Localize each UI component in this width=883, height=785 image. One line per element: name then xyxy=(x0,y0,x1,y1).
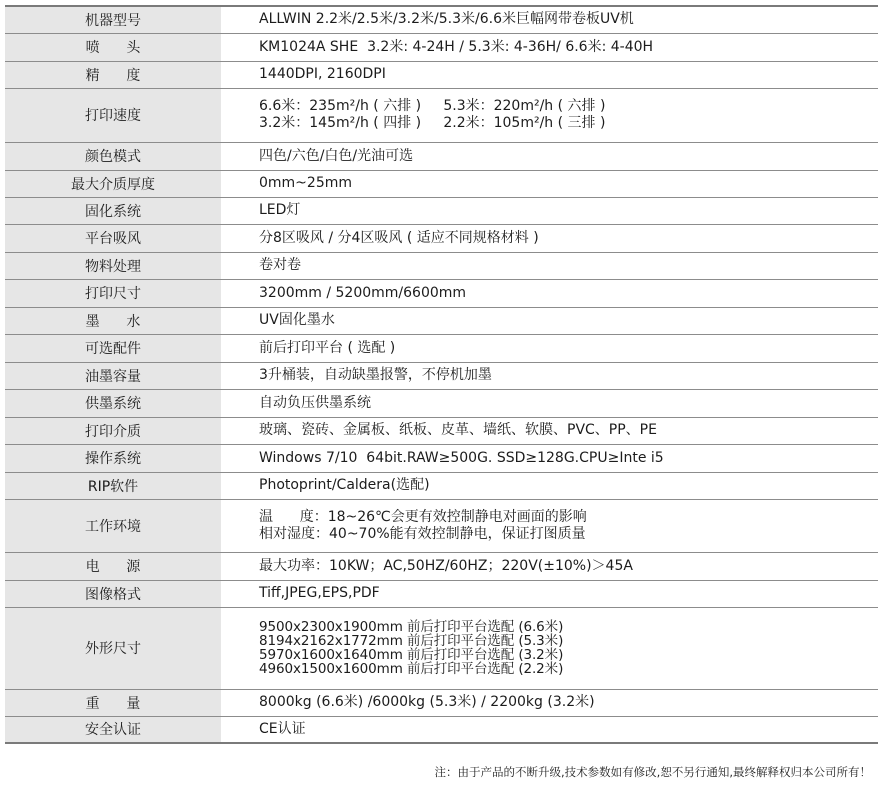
spec-value xyxy=(221,6,878,33)
spec-value xyxy=(221,170,878,197)
spec-value-line: UV固化墨水 xyxy=(259,312,335,328)
spec-label: 喷 头 xyxy=(5,33,221,61)
spec-value xyxy=(221,607,878,689)
spec-value-line: LED灯 xyxy=(259,202,301,218)
spec-label: 最大介质厚度 xyxy=(5,170,221,197)
spec-value xyxy=(221,224,878,252)
spec-value-line: 卷对卷 xyxy=(259,257,301,273)
spec-table xyxy=(5,5,878,744)
spec-value xyxy=(221,417,878,444)
spec-value-line: 4960x1500x1600mm 前后打印平台选配 (2.2米) xyxy=(259,661,564,677)
spec-row xyxy=(5,334,878,362)
spec-row xyxy=(5,689,878,716)
spec-label: 物料处理 xyxy=(5,252,221,279)
spec-label: 电 源 xyxy=(5,552,221,580)
spec-value-line: 四色/六色/白色/光油可选 xyxy=(259,147,414,164)
spec-value-line: 5970x1600x1640mm 前后打印平台选配 (3.2米) xyxy=(259,647,564,663)
spec-row xyxy=(5,552,878,580)
spec-row xyxy=(5,417,878,444)
spec-label: 可选配件 xyxy=(5,334,221,362)
spec-value-line: 3.2米：145m²/h ( 四排 ) 2.2米：105m²/h ( 三排 ) xyxy=(259,115,606,131)
spec-value-line: Windows 7/10 64bit.RAW≥500G. SSD≥128G.CPU≥Inte i5 xyxy=(259,449,664,466)
spec-label: 机器型号 xyxy=(5,6,221,33)
spec-value xyxy=(221,307,878,334)
spec-row xyxy=(5,307,878,334)
spec-value-line: 相对湿度：40~70%能有效控制静电，保证打图质量 xyxy=(259,525,586,542)
spec-row xyxy=(5,252,878,279)
spec-value xyxy=(221,716,878,743)
spec-row xyxy=(5,389,878,417)
spec-label: 外形尺寸 xyxy=(5,607,221,689)
spec-value xyxy=(221,61,878,88)
spec-value xyxy=(221,472,878,499)
spec-value xyxy=(221,142,878,170)
spec-row xyxy=(5,170,878,197)
spec-value-line: CE认证 xyxy=(259,720,306,737)
spec-row xyxy=(5,607,878,689)
spec-value xyxy=(221,580,878,607)
spec-label: 精 度 xyxy=(5,61,221,88)
spec-value xyxy=(221,197,878,224)
spec-value xyxy=(221,334,878,362)
spec-value-line: 8000kg (6.6米) /6000kg (5.3米) / 2200kg (3.2米) xyxy=(259,694,595,710)
footnote: 注：由于产品的不断升级,技术参数如有修改,恕不另行通知,最终解释权归本公司所有！ xyxy=(434,765,871,779)
spec-label: 重 量 xyxy=(5,689,221,716)
spec-label: 平台吸风 xyxy=(5,224,221,252)
spec-row xyxy=(5,279,878,307)
spec-label: 固化系统 xyxy=(5,197,221,224)
spec-value-line: 最大功率：10KW；AC,50HZ/60HZ；220V(±10%)＞45A xyxy=(259,557,633,574)
spec-row xyxy=(5,88,878,142)
spec-value xyxy=(221,33,878,61)
spec-label: 图像格式 xyxy=(5,580,221,607)
spec-value-line: 6.6米：235m²/h ( 六排 ) 5.3米：220m²/h ( 六排 ) xyxy=(259,98,606,114)
spec-table-body xyxy=(5,6,878,743)
spec-label: 操作系统 xyxy=(5,444,221,472)
spec-row xyxy=(5,224,878,252)
spec-row xyxy=(5,6,878,33)
spec-row xyxy=(5,716,878,743)
spec-value xyxy=(221,88,878,142)
spec-value-line: ALLWIN 2.2米/2.5米/3.2米/5.3米/6.6米巨幅网带卷板UV机 xyxy=(259,11,634,28)
spec-label: 颜色模式 xyxy=(5,142,221,170)
spec-value xyxy=(221,499,878,552)
spec-row xyxy=(5,499,878,552)
spec-row xyxy=(5,362,878,389)
spec-value-line: 9500x2300x1900mm 前后打印平台选配 (6.6米) xyxy=(259,619,564,635)
spec-label: 供墨系统 xyxy=(5,389,221,417)
spec-row xyxy=(5,472,878,499)
spec-label: 安全认证 xyxy=(5,716,221,743)
spec-value-line: 0mm~25mm xyxy=(259,175,353,191)
spec-value-line: 玻璃、瓷砖、金属板、纸板、皮革、墙纸、软膜、PVC、PP、PE xyxy=(259,422,657,438)
spec-value-line: 前后打印平台 ( 选配 ) xyxy=(259,339,396,356)
spec-value xyxy=(221,252,878,279)
spec-label: 墨 水 xyxy=(5,307,221,334)
spec-value-line: Photoprint/Caldera(选配) xyxy=(259,477,430,493)
spec-value-line: 1440DPI, 2160DPI xyxy=(259,66,386,82)
spec-label: 打印速度 xyxy=(5,88,221,142)
spec-value xyxy=(221,389,878,417)
spec-value xyxy=(221,362,878,389)
spec-value-line: 3200mm / 5200mm/6600mm xyxy=(259,284,467,301)
spec-value-line: KM1024A SHE 3.2米: 4-24H / 5.3米: 4-36H/ 6.6米: 4-40H xyxy=(259,38,654,55)
spec-value xyxy=(221,444,878,472)
spec-label: 打印尺寸 xyxy=(5,279,221,307)
spec-value-line: 3升桶装，自动缺墨报警，不停机加墨 xyxy=(259,367,492,383)
spec-row xyxy=(5,197,878,224)
spec-row xyxy=(5,580,878,607)
spec-label: 打印介质 xyxy=(5,417,221,444)
spec-value xyxy=(221,689,878,716)
spec-value-line: Tiff,JPEG,EPS,PDF xyxy=(259,585,380,601)
spec-row xyxy=(5,61,878,88)
spec-value-line: 温 度：18~26℃会更有效控制静电对画面的影响 xyxy=(259,508,587,525)
spec-row xyxy=(5,142,878,170)
spec-value xyxy=(221,552,878,580)
spec-value-line: 8194x2162x1772mm 前后打印平台选配 (5.3米) xyxy=(259,633,564,649)
spec-label: 油墨容量 xyxy=(5,362,221,389)
spec-value-line: 自动负压供墨系统 xyxy=(259,394,371,411)
spec-value-line: 分8区吸风 / 分4区吸风 ( 适应不同规格材料 ) xyxy=(259,229,539,246)
spec-value xyxy=(221,279,878,307)
spec-row xyxy=(5,33,878,61)
spec-label: RIP软件 xyxy=(5,472,221,499)
spec-label: 工作环境 xyxy=(5,499,221,552)
spec-row xyxy=(5,444,878,472)
